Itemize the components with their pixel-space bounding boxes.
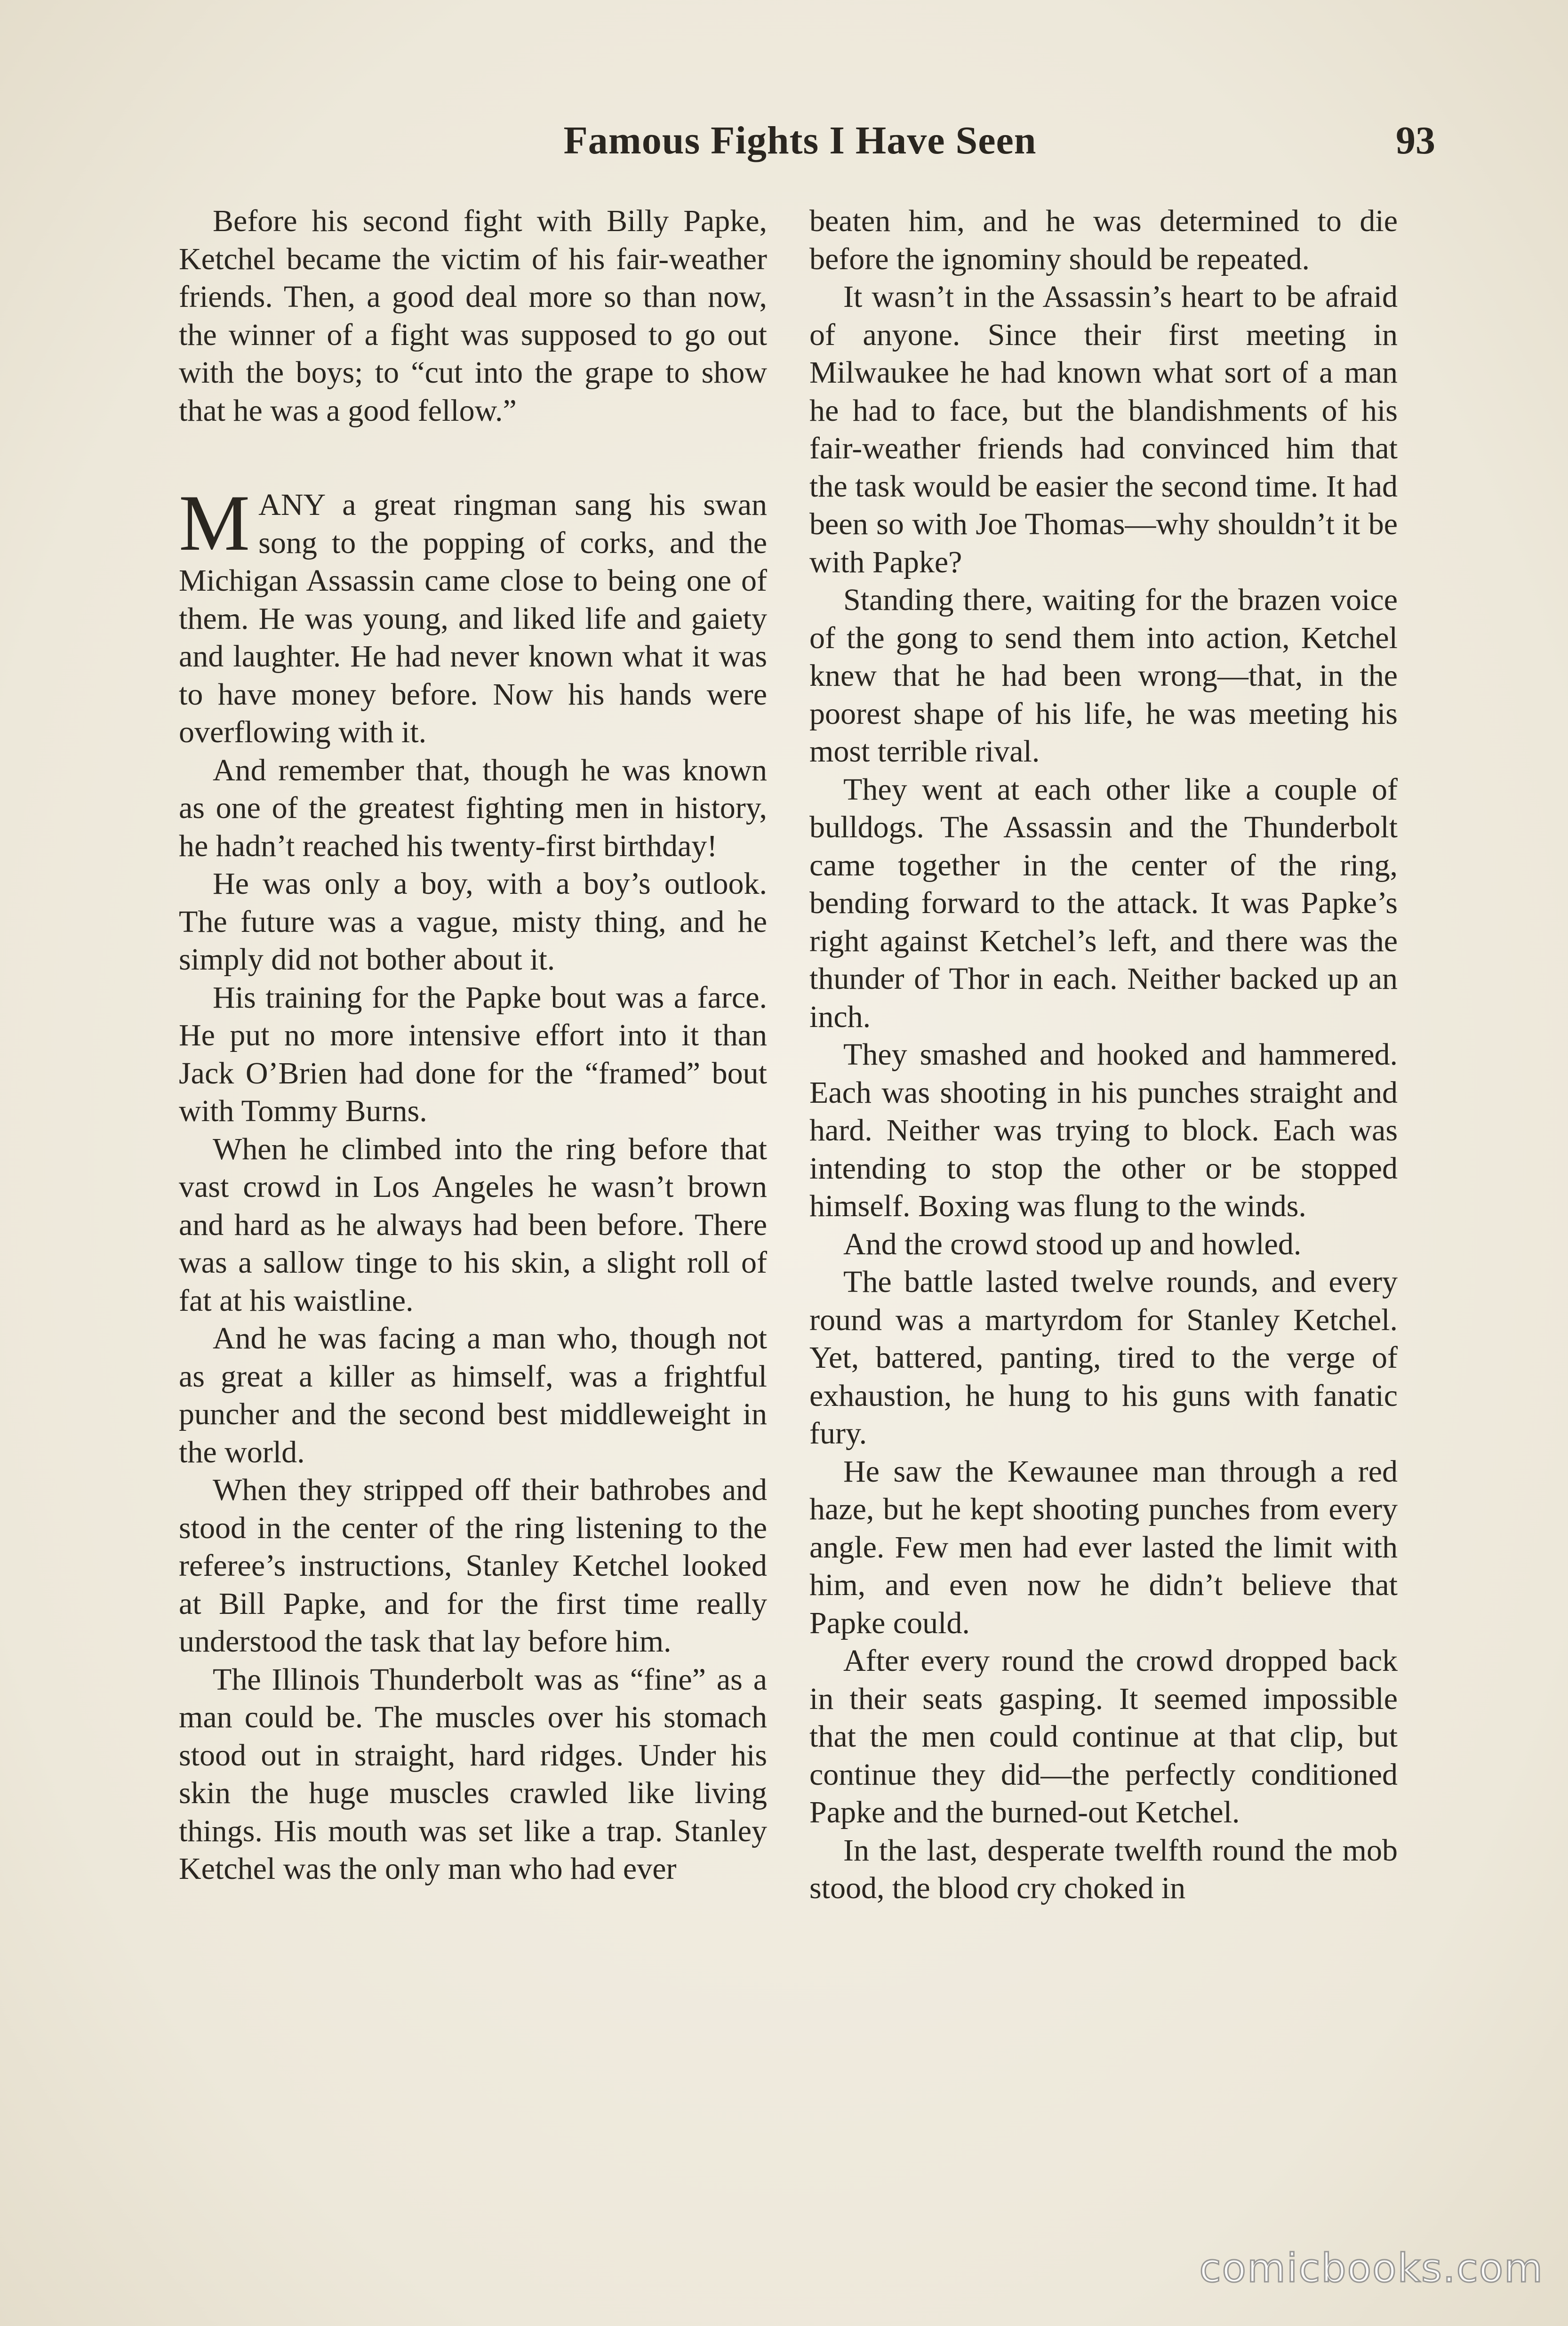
drop-cap-letter: M [179,479,250,567]
paragraph: After every round the crowd dropped back in their seats gasping. It seemed impossible that the men could continue at that clip, but continue they did—the perfectly conditioned Papke and the burned-out Ketchel. [809,1644,1398,1829]
dropcap-paragraph [179,479,767,752]
paragraph: The Illinois Thunderbolt was as “fine” as a man could be. The muscles over his stomach stood out in straight, hard ridges. Under his skin the huge muscles crawled like living things. His mouth was set like a trap. Stanley Ketchel was the only man who had ever [179,1662,767,1886]
paragraph: He saw the Kewaunee man through a red haze, but he kept shooting punches from every angle. Few men had ever lasted the limit with him, and even now he didn’t believe that Papke could. [809,1454,1398,1640]
running-header-title: Famous Fights I Have Seen [563,119,1037,162]
paragraph: And the crowd stood up and howled. [843,1227,1302,1261]
paragraph: It wasn’t in the Assassin’s heart to be afraid of anyone. Since their first meeting in Milwaukee he had known what sort of a man he had to face, but the blandishments of his fair-weather friends had convinced him that the task would be easier the second time. It had been so with Joe Thomas—why shouldn’t it be with Papke? [809,280,1398,579]
paragraph: When he climbed into the ring before that vast crowd in Los Angeles he wasn’t brown and hard as he always had been before. There was a sallow tinge to his skin, a slight roll of fat at his waistline. [179,1131,767,1318]
paragraph: Standing there, waiting for the brazen voice of the gong to send them into action, Ketchel knew that he had been wrong—that, in the poorest shape of his life, he was meeting his most terrible rival. [809,583,1398,769]
site-watermark: comicbooks.com [1199,2245,1544,2291]
paragraph: And remember that, though he was known as one of the greatest fighting men in history, he hadn’t reached his twenty-first birthday! [179,753,767,863]
page-number: 93 [1396,119,1435,162]
paragraph: His training for the Papke bout was a farce. He put no more intensive effort into it than Jack O’Brien had done for the “framed” bout with Tommy Burns. [179,980,767,1128]
paragraph: They went at each other like a couple of bulldogs. The Assassin and the Thunderbolt came together in the center of the ring, bending forward to the attack. It was Papke’s right against Ketchel’s left, and there was the thunder of Thor in each. Neither backed up an inch. [809,772,1398,1034]
paragraph: beaten him, and he was determined to die before the ignominy should be repeated. [809,204,1398,276]
paragraph: They smashed and hooked and hammered. Each was shooting in his punches straight and hard. Neither was trying to block. Each was intending to stop the other or be stopped himself. Boxing was flung to the winds. [809,1037,1398,1223]
paragraph: He was only a boy, with a boy’s outlook. The future was a vague, misty thing, and he simply did not bother about it. [179,866,767,977]
right-column [809,202,1398,1908]
paragraph: Before his second fight with Billy Papke, Ketchel became the victim of his fair-weather friends. Then, a good deal more so than now, the winner of a fight was supposed to go out with the boys; to “cut into the grape to show that he was a good fellow.” [179,204,767,428]
paragraph: In the last, desperate twelfth round the mob stood, the blood cry choked in [809,1833,1398,1905]
paragraph: When they stripped off their bathrobes and stood in the center of the ring listening to the referee’s instructions, Stanley Ketchel looked at Bill Papke, and for the first time really understood the task that lay before him. [179,1473,767,1659]
paragraph-text: ANY a great ringman sang his swan song to the popping of corks, and the Michigan Assassin came close to being one of them. He was young, and liked life and gaiety and laughter. He had never known what it was to have money before. Now his hands were overflowing with it. [179,488,767,749]
paragraph: And he was facing a man who, though not as great a killer as himself, was a frightful puncher and the second best middleweight in the world. [179,1321,767,1469]
left-column [179,202,767,1888]
paragraph: The battle lasted twelve rounds, and every round was a martyrdom for Stanley Ketchel. Yet, battered, panting, tired to the verge of exhaustion, he hung to his guns with fanatic fury. [809,1265,1398,1451]
